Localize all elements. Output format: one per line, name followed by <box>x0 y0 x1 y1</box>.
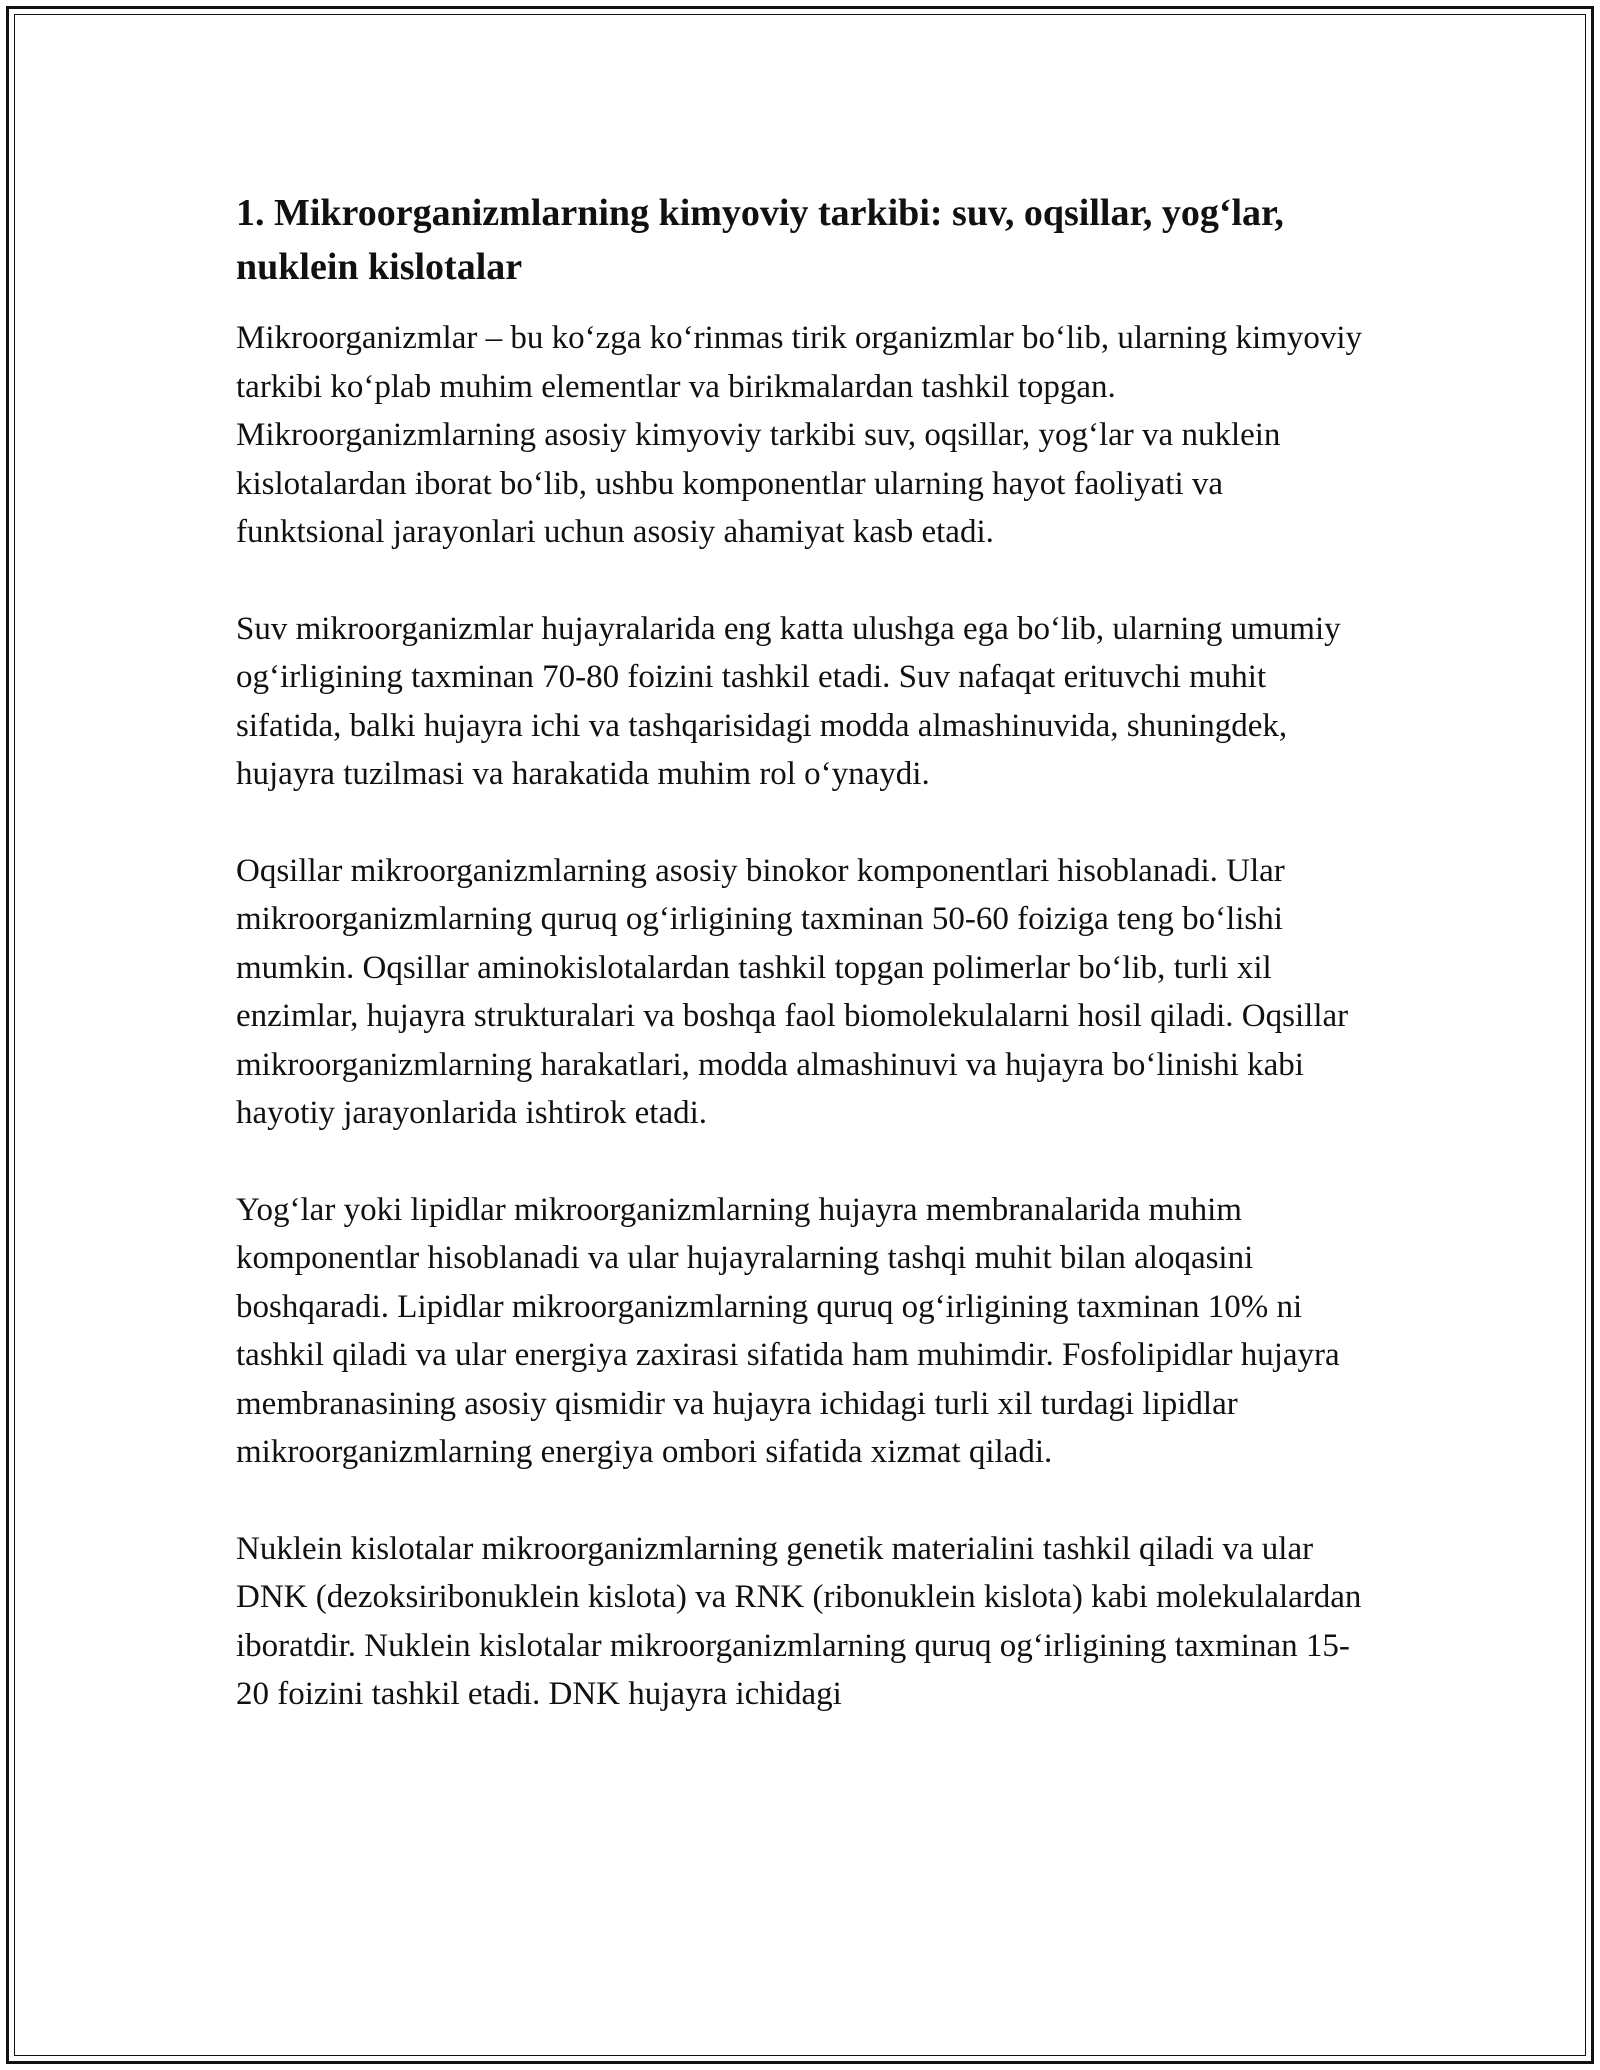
paragraph-intro: Mikroorganizmlar – bu ko‘zga ko‘rinmas tirik organizmlar bo‘lib, ularning kimyoviy tarkibi ko‘plab muhim elementlar va birikmalardan tashkil topgan. Mikroorganizmlarning asosiy kimyoviy tarkibi suv, oqsillar, yog‘lar va nuklein kislotalardan iborat bo‘lib, ushbu komponentlar ularning hayot faoliyati va funktsional jarayonlari uchun asosiy ahamiyat kasb etadi. <box>236 320 1363 550</box>
paragraph-proteins: Oqsillar mikroorganizmlarning asosiy binokor komponentlari hisoblanadi. Ular mikroorganizmlarning quruq og‘irligining taxminan 50-60 foiziga teng bo‘lishi mumkin. Oqsillar aminokislotalardan tashkil topgan polimerlar bo‘lib, turli xil enzimlar, hujayra strukturalari va boshqa faol biomolekulalarni hosil qiladi. Oqsillar mikroorganizmlarning harakatlari, modda almashinuvi va hujayra bo‘linishi kabi hayotiy jarayonlarida ishtirok etadi. <box>236 852 1349 1131</box>
section-heading: 1. Mikroorganizmlarning kimyoviy tarkibi: suv, oqsillar, yog‘lar, nuklein kislotalar <box>236 192 1284 288</box>
paragraph-water: Suv mikroorganizmlar hujayralarida eng katta ulushga ega bo‘lib, ularning umumiy og‘irligining taxminan 70-80 foizini tashkil etadi. Suv nafaqat erituvchi muhit sifatida, balki hujayra ichi va tashqarisidagi modda almashinuvida, shuningdek, hujayra tuzilmasi va harakatida muhim rol o‘ynaydi. <box>236 610 1341 792</box>
paragraph-lipids: Yog‘lar yoki lipidlar mikroorganizmlarning hujayra membranalarida muhim komponentlar hisoblanadi va ular hujayralarning tashqi muhit bilan aloqasini boshqaradi. Lipidlar mikroorganizmlarning quruq og‘irligining taxminan 10% ni tashkil qiladi va ular energiya zaxirasi sifatida ham muhimdir. Fosfolipidlar hujayra membranasining asosiy qismidir va hujayra ichidagi turli xil turdagi lipidlar mikroorganizmlarning energiya ombori sifatida xizmat qiladi. <box>236 1191 1340 1470</box>
document-body <box>236 186 1376 1767</box>
paragraph-nucleic-acids: Nuklein kislotalar mikroorganizmlarning genetik materialini tashkil qiladi va ular DNK (dezoksiribonuklein kislota) va RNK (ribonuklein kislota) kabi molekulalardan iboratdir. Nuklein kislotalar mikroorganizmlarning quruq og‘irligining taxminan 15-20 foizini tashkil etadi. DNK hujayra ichidagi <box>236 1530 1362 1712</box>
